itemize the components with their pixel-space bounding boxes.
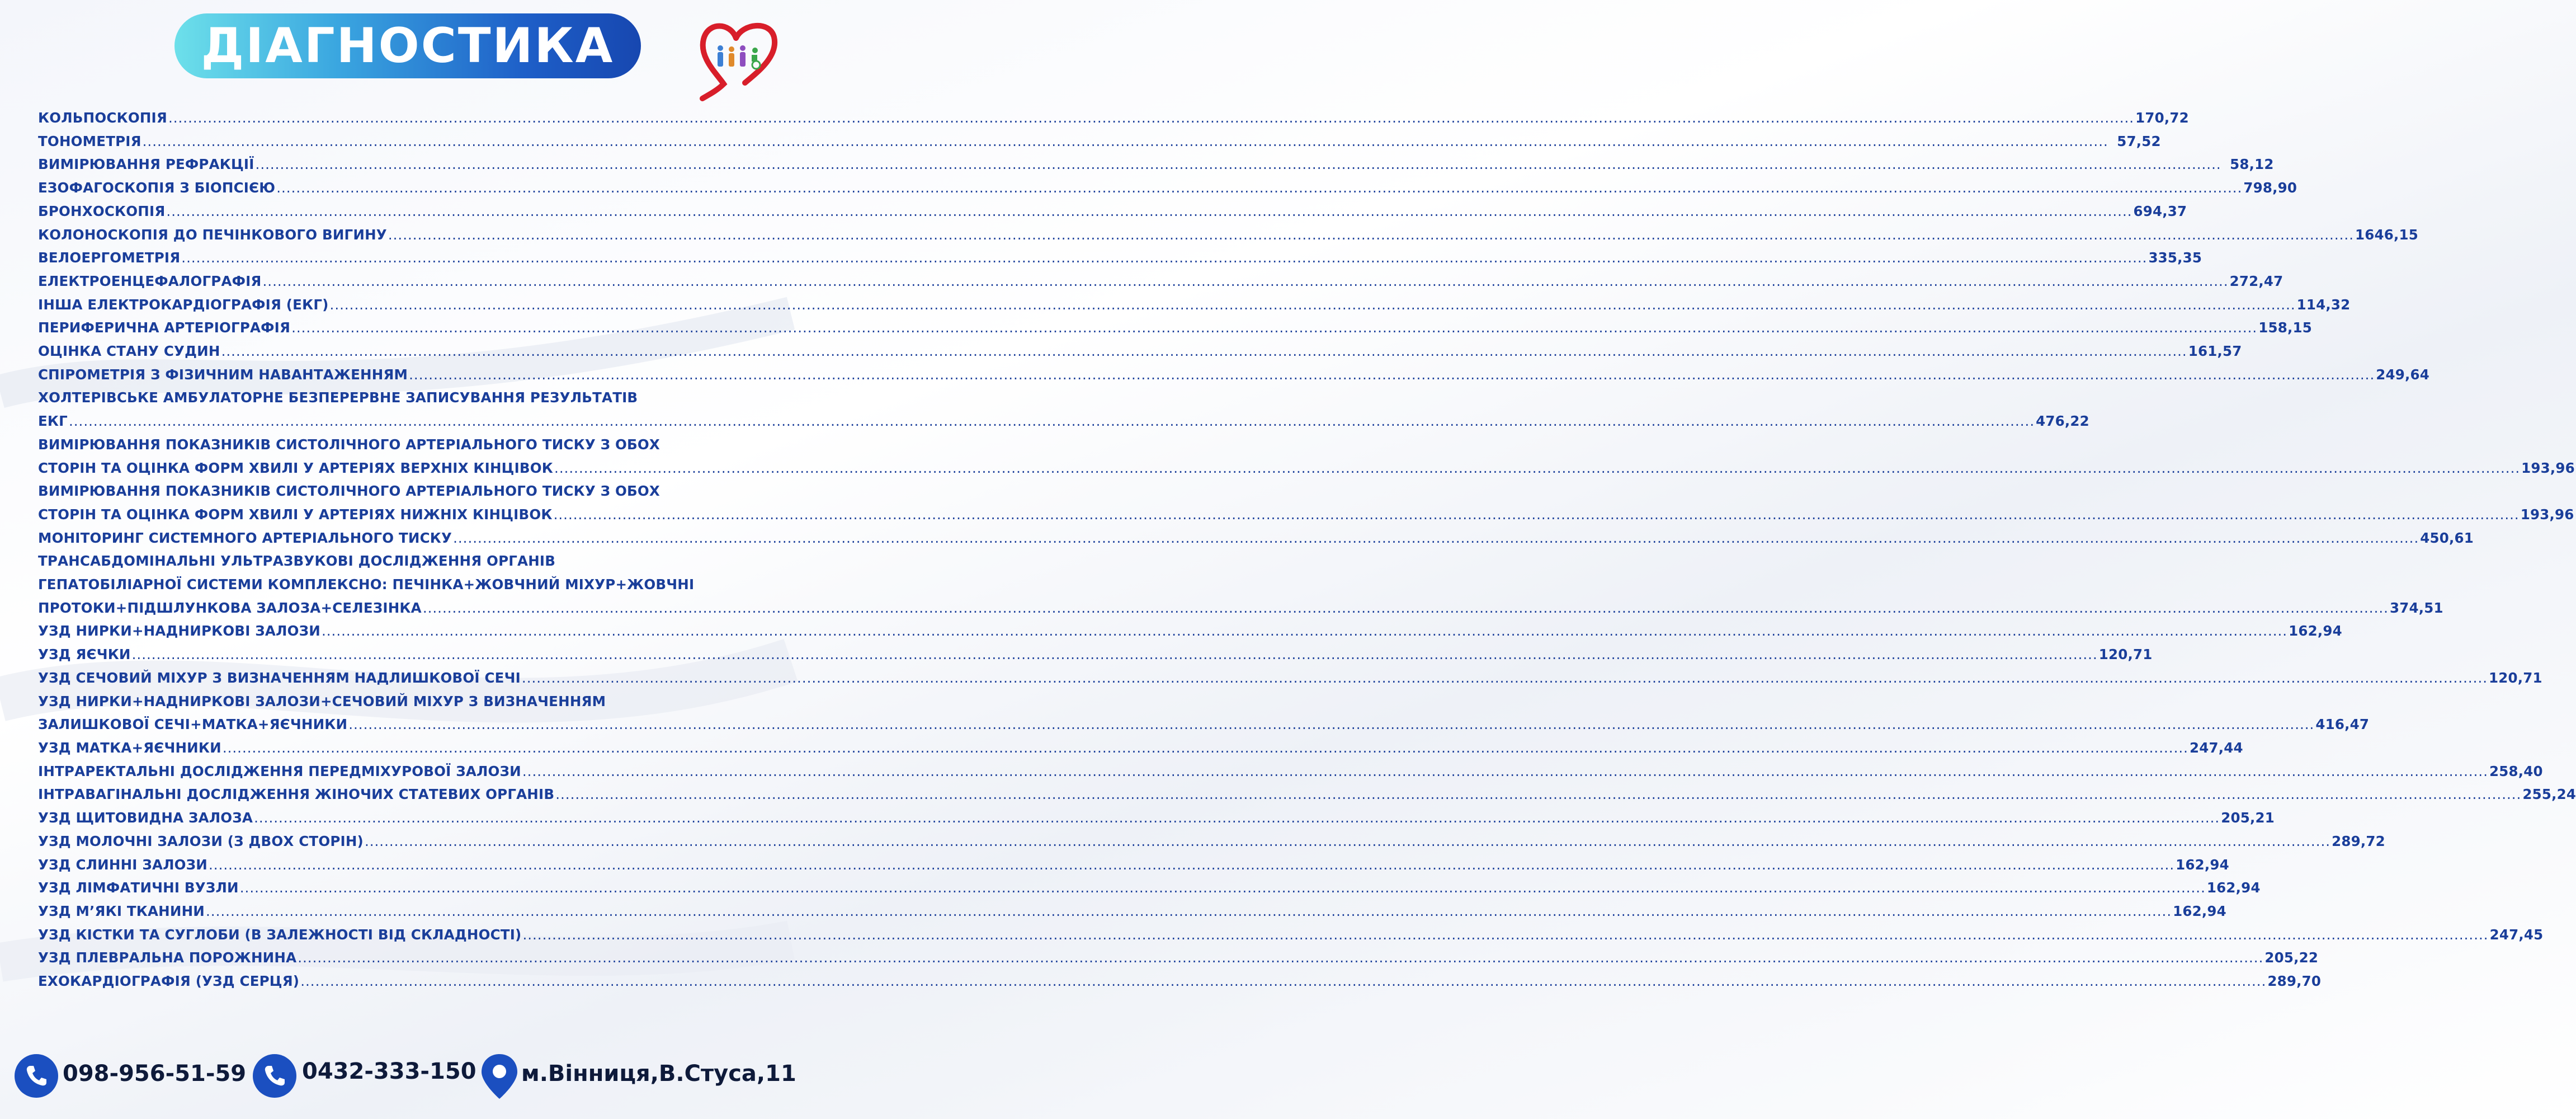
page-title: ДІАГНОСТИКА xyxy=(201,18,615,74)
service-row xyxy=(38,130,2161,153)
service-price: 374,51 xyxy=(2389,599,2443,616)
service-row xyxy=(38,410,2089,433)
dot-leader: ................................................................................................................................................................................................................................................................................................................................................................................................................ xyxy=(221,343,2187,360)
service-item xyxy=(38,549,2443,619)
dot-leader: ................................................................................................................................................................................................................................................................................................................................................................................................................ xyxy=(522,763,2489,779)
service-price: 249,64 xyxy=(2376,366,2430,383)
service-name: ПЕРИФЕРИЧНА АРТЕРІОГРАФІЯ xyxy=(38,319,291,336)
service-item xyxy=(38,690,2370,736)
service-name: КОЛЬПОСКОПІЯ xyxy=(38,110,167,126)
location-pin-icon xyxy=(480,1053,519,1100)
service-name: МОНІТОРИНГ СИСТЕМНОГО АРТЕРІАЛЬНОГО ТИСКУ xyxy=(38,529,452,546)
service-name: УЗД НИРКИ+НАДНИРКОВІ ЗАЛОЗИ xyxy=(38,623,320,640)
service-row xyxy=(38,596,2443,620)
service-price: 58,12 xyxy=(2230,156,2274,173)
service-price: 162,94 xyxy=(2176,856,2229,873)
service-name: КОЛОНОСКОПІЯ ДО ПЕЧІНКОВОГО ВИГИНУ xyxy=(38,226,387,243)
service-row xyxy=(38,363,2430,387)
phone-number-2[interactable]: 0432-333-150 xyxy=(302,1059,476,1084)
service-item xyxy=(38,970,2322,993)
service-name: ТОНОМЕТРІЯ xyxy=(38,133,141,149)
service-name-line: ВИМІРЮВАННЯ ПОКАЗНИКІВ СИСТОЛІЧНОГО АРТЕРІАЛЬНОГО ТИСКУ З ОБОХ xyxy=(38,436,660,453)
service-price: 450,61 xyxy=(2420,529,2474,546)
service-item xyxy=(38,479,2574,526)
service-row xyxy=(38,223,2418,247)
service-price: 798,90 xyxy=(2243,180,2297,196)
service-price: 258,40 xyxy=(2489,763,2543,779)
service-price: 114,32 xyxy=(2296,296,2351,313)
service-row xyxy=(38,783,2576,806)
service-item xyxy=(38,946,2319,970)
service-name: ОЦІНКА СТАНУ СУДИН xyxy=(38,343,220,360)
service-name-line: ХОЛТЕРІВСЬКЕ АМБУЛАТОРНЕ БЕЗПЕРЕРВНЕ ЗАПИСУВАННЯ РЕЗУЛЬТАТІВ xyxy=(38,389,638,406)
service-name-line: ТРАНСАБДОМІНАЛЬНІ УЛЬТРАЗВУКОВІ ДОСЛІДЖЕННЯ ОРГАНІВ xyxy=(38,553,556,570)
dot-leader: ................................................................................................................................................................................................................................................................................................................................................................................................................ xyxy=(222,739,2188,756)
dot-leader: ................................................................................................................................................................................................................................................................................................................................................................................................................ xyxy=(239,880,2206,896)
service-name: СТОРІН ТА ОЦІНКА ФОРМ ХВИЛІ У АРТЕРІЯХ ВЕРХНІХ КІНЦІВОК xyxy=(38,459,554,476)
service-price: 247,45 xyxy=(2489,926,2544,943)
price-list xyxy=(38,106,2576,993)
service-name: УЗД ЯЄЧКИ xyxy=(38,646,131,663)
service-price: 476,22 xyxy=(2036,413,2089,430)
service-price: 289,70 xyxy=(2267,973,2322,990)
service-name: УЗД ЛІМФАТИЧНІ ВУЗЛИ xyxy=(38,880,239,896)
service-item xyxy=(38,386,2089,432)
service-item xyxy=(38,760,2543,783)
dot-leader: ................................................................................................................................................................................................................................................................................................................................................................................................................ xyxy=(409,366,2375,383)
dot-leader: ................................................................................................................................................................................................................................................................................................................................................................................................................ xyxy=(262,272,2229,289)
service-item xyxy=(38,340,2242,363)
service-name: УЗД СЕЧОВИЙ МІХУР З ВИЗНАЧЕННЯМ НАДЛИШКОВОЇ СЕЧІ xyxy=(38,669,521,686)
title-banner xyxy=(174,13,641,78)
service-price: 416,47 xyxy=(2315,716,2370,733)
dot-leader: ................................................................................................................................................................................................................................................................................................................................................................................................................ xyxy=(254,810,2220,826)
dot-leader: ................................................................................................................................................................................................................................................................................................................................................................................................................ xyxy=(300,973,2267,990)
dot-leader: ................................................................................................................................................................................................................................................................................................................................................................................................................ xyxy=(521,669,2488,686)
dot-leader: ................................................................................................................................................................................................................................................................................................................................................................................................................ xyxy=(522,926,2489,943)
dot-leader: ................................................................................................................................................................................................................................................................................................................................................................................................................ xyxy=(555,786,2522,803)
service-item xyxy=(38,246,2202,270)
service-row xyxy=(38,153,2274,176)
service-name-line: ГЕПАТОБІЛІАРНОЇ СИСТЕМИ КОМПЛЕКСНО: ПЕЧІНКА+ЖОВЧНИЙ МІХУР+ЖОВЧНІ xyxy=(38,576,695,593)
service-name: ЗАЛИШКОВОЇ СЕЧІ+МАТКА+ЯЄЧНИКИ xyxy=(38,716,348,733)
service-name: УЗД КІСТКИ ТА СУГЛОБИ (В ЗАЛЕЖНОСТІ ВІД СКЛАДНОСТІ) xyxy=(38,926,522,943)
service-name: УЗД ПЛЕВРАЛЬНА ПОРОЖНИНА xyxy=(38,949,297,966)
dot-leader: ................................................................................................................................................................................................................................................................................................................................................................................................................ xyxy=(553,506,2520,523)
service-price: 289,72 xyxy=(2332,833,2385,849)
service-row xyxy=(38,713,2370,736)
service-row xyxy=(38,200,2187,223)
address[interactable]: м.Вінниця,В.Стуса,11 xyxy=(521,1061,796,1087)
service-item xyxy=(38,270,2284,293)
service-item xyxy=(38,153,2274,176)
service-item xyxy=(38,433,2575,479)
dot-leader: ................................................................................................................................................................................................................................................................................................................................................................................................................ xyxy=(166,203,2132,219)
service-price: 161,57 xyxy=(2188,343,2242,360)
service-item xyxy=(38,830,2385,853)
service-name: ПРОТОКИ+ПІДШЛУНКОВА ЗАЛОЗА+СЕЛЕЗІНКА xyxy=(38,599,422,616)
service-item xyxy=(38,619,2342,643)
phone-icon xyxy=(253,1054,296,1098)
service-name: ІНША ЕЛЕКТРОКАРДІОГРАФІЯ (ЕКГ) xyxy=(38,296,329,313)
service-name: ЕХОКАРДІОГРАФІЯ (УЗД СЕРЦЯ) xyxy=(38,973,300,990)
service-row xyxy=(38,876,2261,900)
service-price: 162,94 xyxy=(2173,902,2226,919)
service-row xyxy=(38,246,2202,270)
service-item xyxy=(38,900,2226,923)
service-name: ЕКГ xyxy=(38,413,68,430)
service-name: УЗД МАТКА+ЯЄЧНИКИ xyxy=(38,739,221,756)
service-item xyxy=(38,200,2187,223)
service-item xyxy=(38,176,2297,200)
service-row xyxy=(38,106,2189,130)
service-row xyxy=(38,736,2243,760)
service-price: 335,35 xyxy=(2148,250,2202,266)
service-name: ВИМІРЮВАННЯ РЕФРАКЦІЇ xyxy=(38,156,254,173)
dot-leader: ................................................................................................................................................................................................................................................................................................................................................................................................................ xyxy=(209,856,2175,873)
service-row xyxy=(38,340,2242,363)
service-item xyxy=(38,876,2261,900)
service-price: 158,15 xyxy=(2258,319,2312,336)
dot-leader: ................................................................................................................................................................................................................................................................................................................................................................................................................ xyxy=(329,296,2296,313)
service-row xyxy=(38,457,2575,480)
service-price: 1646,15 xyxy=(2355,226,2418,243)
service-item xyxy=(38,106,2189,130)
service-row xyxy=(38,806,2275,830)
dot-leader: ................................................................................................................................................................................................................................................................................................................................................................................................................ xyxy=(131,646,2098,663)
service-price: 193,96 xyxy=(2521,459,2575,476)
service-row xyxy=(38,270,2284,293)
service-price: 162,94 xyxy=(2206,880,2261,896)
service-price: 247,44 xyxy=(2189,739,2243,756)
service-name: УЗД МОЛОЧНІ ЗАЛОЗИ (З ДВОХ СТОРІН) xyxy=(38,833,364,849)
service-item xyxy=(38,643,2153,666)
dot-leader: ................................................................................................................................................................................................................................................................................................................................................................................................................ xyxy=(181,250,2148,266)
phone-icon xyxy=(15,1054,58,1098)
service-price: 193,96 xyxy=(2520,506,2574,523)
service-item xyxy=(38,363,2430,387)
service-row xyxy=(38,946,2319,970)
service-price: 272,47 xyxy=(2229,272,2284,289)
service-item xyxy=(38,130,2161,153)
service-name: ЕЛЕКТРОЕНЦЕФАЛОГРАФІЯ xyxy=(38,272,262,289)
service-item xyxy=(38,806,2275,830)
service-name: ВЕЛОЕРГОМЕТРІЯ xyxy=(38,250,181,266)
service-price: 694,37 xyxy=(2133,203,2187,219)
service-name: ІНТРАРЕКТАЛЬНІ ДОСЛІДЖЕННЯ ПЕРЕДМІХУРОВОЇ ЗАЛОЗИ xyxy=(38,763,521,779)
service-row xyxy=(38,900,2226,923)
service-item xyxy=(38,223,2418,247)
service-name: СПІРОМЕТРІЯ З ФІЗИЧНИМ НАВАНТАЖЕННЯМ xyxy=(38,366,408,383)
dot-leader: ................................................................................................................................................................................................................................................................................................................................................................................................................ xyxy=(206,902,2172,919)
service-price: 162,94 xyxy=(2289,623,2342,640)
dot-leader: ................................................................................................................................................................................................................................................................................................................................................................................................................ xyxy=(68,413,2035,430)
dot-leader: ................................................................................................................................................................................................................................................................................................................................................................................................................ xyxy=(388,226,2354,243)
dot-leader: ................................................................................................................................................................................................................................................................................................................................................................................................................ xyxy=(364,833,2331,849)
service-row xyxy=(38,293,2351,317)
service-price: 170,72 xyxy=(2135,110,2189,126)
service-row xyxy=(38,970,2322,993)
service-row xyxy=(38,619,2342,643)
service-row xyxy=(38,923,2544,947)
service-price: 255,24 xyxy=(2522,786,2576,803)
service-name: СТОРІН ТА ОЦІНКА ФОРМ ХВИЛІ У АРТЕРІЯХ НИЖНІХ КІНЦІВОК xyxy=(38,506,553,523)
service-item xyxy=(38,736,2243,760)
service-price: 205,22 xyxy=(2264,949,2319,966)
service-item xyxy=(38,783,2576,806)
contact-footer xyxy=(0,1052,796,1102)
service-name: УЗД М’ЯКІ ТКАНИНИ xyxy=(38,902,205,919)
dot-leader: ................................................................................................................................................................................................................................................................................................................................................................................................................ xyxy=(298,949,2264,966)
service-row xyxy=(38,316,2312,340)
service-item xyxy=(38,923,2544,947)
service-name: ІНТРАВАГІНАЛЬНІ ДОСЛІДЖЕННЯ ЖІНОЧИХ СТАТЕВИХ ОРГАНІВ xyxy=(38,786,555,803)
dot-leader: ................................................................................................................................................................................................................................................................................................................................................................................................................ xyxy=(321,623,2288,640)
service-row xyxy=(38,643,2153,666)
service-name: ЕЗОФАГОСКОПІЯ З БІОПСІЄЮ xyxy=(38,180,276,196)
heart-family-logo xyxy=(691,17,781,101)
service-item xyxy=(38,666,2542,690)
service-name: БРОНХОСКОПІЯ xyxy=(38,203,166,219)
service-row xyxy=(38,526,2474,550)
dot-leader: ................................................................................................................................................................................................................................................................................................................................................................................................................ xyxy=(168,110,2135,126)
dot-leader: ................................................................................................................................................................................................................................................................................................................................................................................................................ xyxy=(291,319,2258,336)
dot-leader: ................................................................................................................................................................................................................................................................................................................................................................................................................ xyxy=(422,599,2389,616)
dot-leader: ................................................................................................................................................................................................................................................................................................................................................................................................................ xyxy=(453,529,2419,546)
dot-leader: ................................................................................................................................................................................................................................................................................................................................................................................................................ xyxy=(276,180,2243,196)
service-row xyxy=(38,853,2229,877)
service-item xyxy=(38,316,2312,340)
service-price: 57,52 xyxy=(2117,133,2161,149)
service-row xyxy=(38,760,2543,783)
service-item xyxy=(38,293,2351,317)
service-item xyxy=(38,853,2229,877)
service-name: УЗД ЩИТОВИДНА ЗАЛОЗА xyxy=(38,810,253,826)
service-row xyxy=(38,830,2385,853)
service-name-line: ВИМІРЮВАННЯ ПОКАЗНИКІВ СИСТОЛІЧНОГО АРТЕРІАЛЬНОГО ТИСКУ З ОБОХ xyxy=(38,483,660,500)
service-row xyxy=(38,176,2297,200)
dot-leader: ................................................................................................................................................................................................................................................................................................................................................................................................................ xyxy=(348,716,2315,733)
service-name: УЗД СЛИННІ ЗАЛОЗИ xyxy=(38,856,207,873)
service-row xyxy=(38,503,2574,526)
service-item xyxy=(38,526,2474,550)
service-price: 120,71 xyxy=(2098,646,2153,663)
dot-leader: ................................................................................................................................................................................................................................................................................................................................................................................................................ xyxy=(554,459,2521,476)
service-name-line: УЗД НИРКИ+НАДНИРКОВІ ЗАЛОЗИ+СЕЧОВИЙ МІХУР З ВИЗНАЧЕННЯМ xyxy=(38,693,606,709)
service-price: 205,21 xyxy=(2221,810,2275,826)
service-row xyxy=(38,666,2542,690)
dot-leader: ................................................................................................................................................................................................................................................................................................................................................................................................................ xyxy=(142,133,2108,149)
phone-number-1[interactable]: 098-956-51-59 xyxy=(63,1061,247,1087)
dot-leader: ................................................................................................................................................................................................................................................................................................................................................................................................................ xyxy=(255,156,2221,173)
service-price: 120,71 xyxy=(2489,669,2542,686)
